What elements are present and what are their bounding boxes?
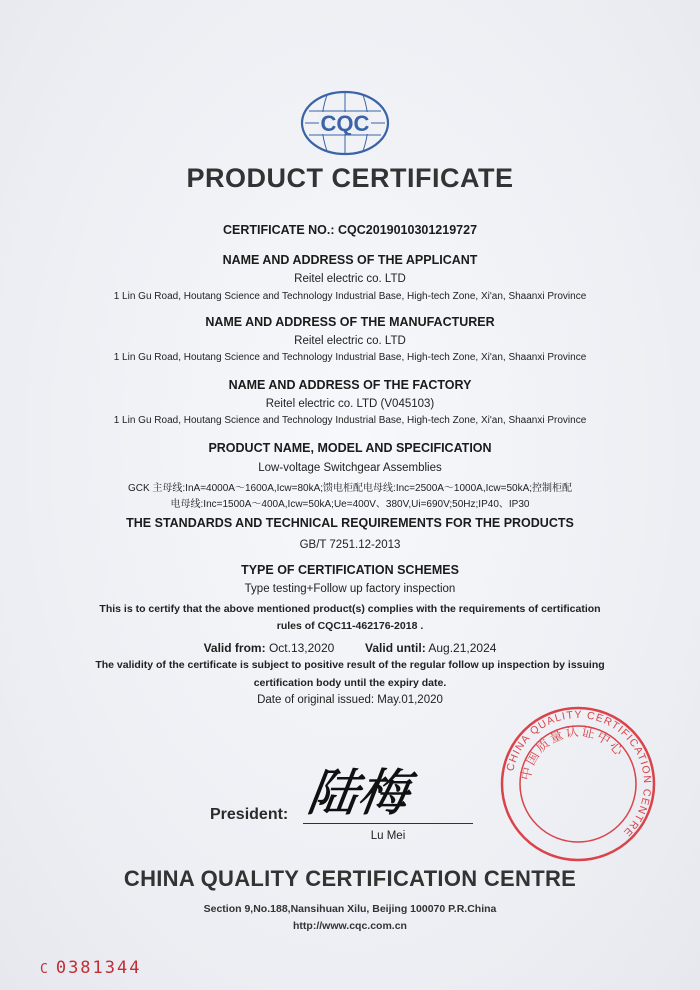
validity-note-line-1: The validity of the certificate is subject to positive result of the regular follow up inspection by issuing [95,659,605,671]
validity-note-line-2: certification body until the expiry date. [253,677,447,689]
valid-from-label: Valid from: [203,641,266,655]
logo-text: CQC [320,111,370,136]
signature-line [303,823,473,824]
organization-url[interactable]: http://www.cqc.com.cn [293,920,407,932]
serial-digits: 0381344 [55,958,142,978]
standards-heading: THE STANDARDS AND TECHNICAL REQUIREMENTS FOR THE PRODUCTS [126,516,574,530]
factory-name: Reitel electric co. LTD (V045103) [265,398,435,410]
product-heading: PRODUCT NAME, MODEL AND SPECIFICATION [208,441,492,455]
seal-text-en: CHINA QUALITY CERTIFICATION CENTRE [504,708,654,840]
valid-until-value: Aug.21,2024 [428,641,497,655]
product-spec-line-1: GCK 主母线:InA=4000A～1600A,Icw=80kA;馈电柜配电母线:Inc=2500A～1000A,Icw=50kA;控制柜配 [127,483,573,494]
serial-number [40,958,141,978]
applicant-name: Reitel electric co. LTD [294,273,406,285]
president-name: Lu Mei [370,830,406,842]
statement-line-1: This is to certify that the above mentioned product(s) complies with the requirements of certification [99,603,601,615]
manufacturer-address: 1 Lin Gu Road, Houtang Science and Technology Industrial Base, High-tech Zone, Xi'an, Shaanxi Province [113,352,587,363]
scheme-heading: TYPE OF CERTIFICATION SCHEMES [241,563,459,577]
manufacturer-name: Reitel electric co. LTD [294,335,406,347]
cqc-logo [299,89,391,157]
signature-glyphs: 陆梅 [304,763,413,822]
organization-address: Section 9,No.188,Nansihuan Xilu, Beijing 100070 P.R.China [203,903,497,915]
applicant-heading: NAME AND ADDRESS OF THE APPLICANT [222,253,478,267]
factory-address: 1 Lin Gu Road, Houtang Science and Technology Industrial Base, High-tech Zone, Xi'an, Shaanxi Province [113,415,587,426]
manufacturer-heading: NAME AND ADDRESS OF THE MANUFACTURER [205,315,495,329]
validity-row [0,641,700,655]
product-spec-line-2: 电母线:Inc=1500A～400A,Icw=50kA;Ue=400V、380V,Ui=690V;50Hz;IP40、IP30 [170,499,530,510]
page-title: PRODUCT CERTIFICATE [186,163,514,193]
product-name: Low-voltage Switchgear Assemblies [258,462,442,474]
factory-heading: NAME AND ADDRESS OF THE FACTORY [228,378,472,392]
president-label: President: [210,806,289,823]
scheme-value: Type testing+Follow up factory inspection [244,583,456,595]
valid-until-label: Valid until: [365,641,426,655]
standards-value: GB/T 7251.12-2013 [299,539,401,551]
serial-prefix: C [40,962,50,977]
statement-line-2: rules of CQC11-462176-2018 . [276,620,424,632]
applicant-address: 1 Lin Gu Road, Houtang Science and Technology Industrial Base, High-tech Zone, Xi'an, Shaanxi Province [113,291,587,302]
seal-text-cn: 中国质量认证中心 [518,724,628,782]
valid-from-value: Oct.13,2020 [268,641,335,655]
president-signature [300,752,460,828]
original-issue-date: Date of original issued: May.01,2020 [257,694,443,706]
certificate-number: CERTIFICATE NO.: CQC2019010301219727 [222,223,478,237]
organization-name: CHINA QUALITY CERTIFICATION CENTRE [123,866,577,891]
official-seal [498,704,658,864]
